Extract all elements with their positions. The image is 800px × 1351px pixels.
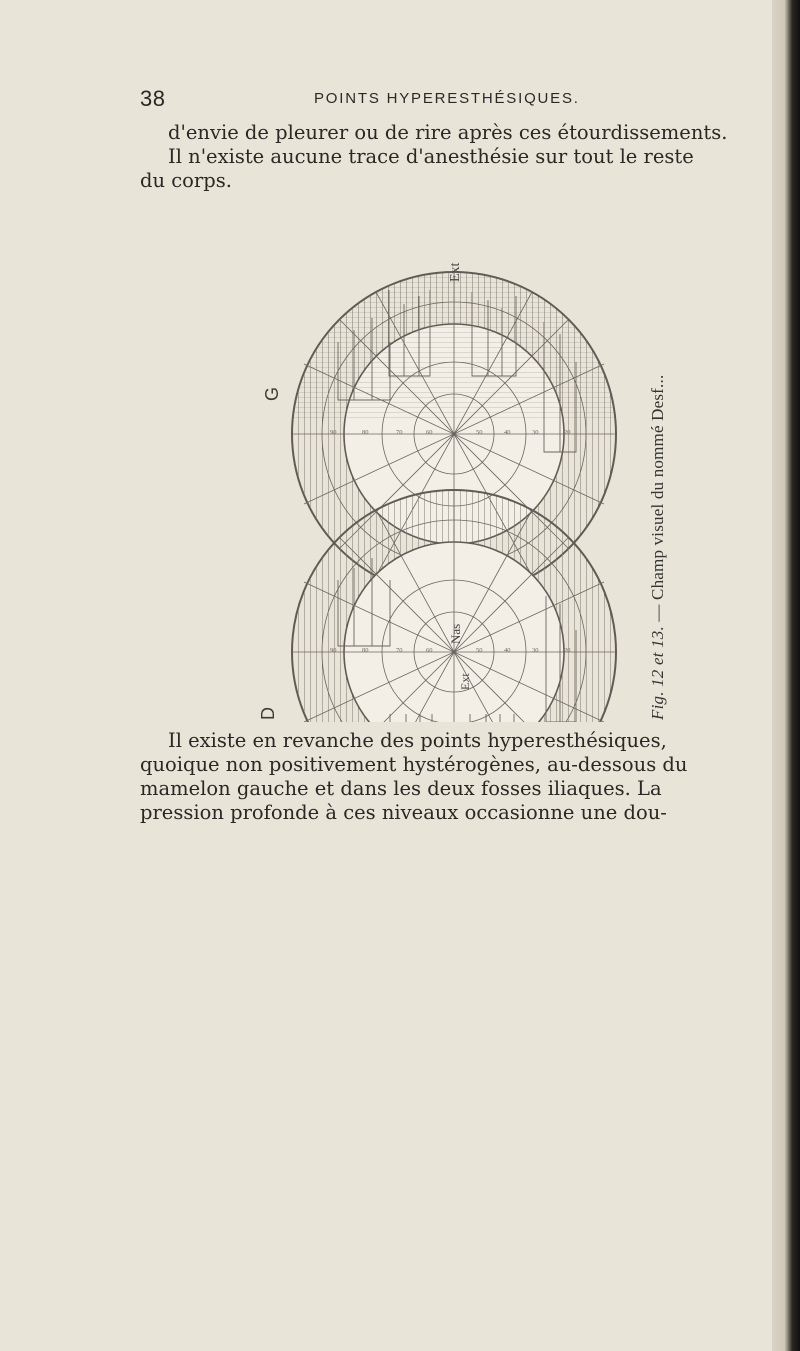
visual-field-figure [244, 252, 674, 722]
svg-text:90: 90 [330, 647, 337, 654]
svg-text:40: 40 [504, 429, 511, 436]
header-title: POINTS HYPERESTHÉSIQUES. [314, 90, 580, 107]
paragraph-bottom-line-1: Il existe en revanche des points hyperesthésiques, [168, 729, 667, 752]
top-external-label: Ext [448, 262, 463, 282]
paragraph-top-line-2: Il n'existe aucune trace d'anesthésie sur tout le reste [168, 145, 694, 168]
bottom-external-label: Ext [458, 673, 472, 690]
svg-text:60: 60 [426, 647, 433, 654]
paragraph-top-line-3: du corps. [140, 169, 232, 192]
left-eye-label: G [262, 386, 282, 401]
svg-text:20: 20 [564, 429, 571, 436]
caption-prefix: Fig. 12 et 13. [648, 626, 667, 720]
right-eye-label: D [258, 707, 278, 720]
svg-text:40: 40 [504, 647, 511, 654]
svg-text:30: 30 [532, 429, 539, 436]
paragraph-bottom [140, 729, 752, 825]
svg-text:60: 60 [426, 429, 433, 436]
caption-text: — Champ visuel du nommé Desf... [648, 374, 667, 627]
svg-text:80: 80 [362, 647, 369, 654]
paragraph-bottom-line-4: pression profonde à ces niveaux occasionne une dou- [140, 801, 667, 824]
svg-text:50: 50 [476, 647, 483, 654]
nasal-label: Nas [448, 623, 463, 644]
page-number: 38 [140, 86, 166, 111]
svg-text:50: 50 [476, 429, 483, 436]
figure-caption [648, 375, 668, 720]
svg-text:70: 70 [396, 647, 403, 654]
page-edge-shadow [772, 0, 800, 1351]
paragraph-bottom-line-2: quoique non positivement hystérogènes, au-dessous du [140, 753, 688, 776]
svg-text:20: 20 [564, 647, 571, 654]
svg-text:90: 90 [330, 429, 337, 436]
paragraph-top-line-1: d'envie de pleurer ou de rire après ces étourdissements. [168, 121, 728, 144]
svg-text:30: 30 [532, 647, 539, 654]
svg-text:80: 80 [362, 429, 369, 436]
visual-field-diagram [244, 252, 674, 722]
paragraph-top [140, 121, 752, 193]
paragraph-bottom-line-3: mamelon gauche et dans les deux fosses iliaques. La [140, 777, 662, 800]
running-head [140, 86, 760, 110]
svg-text:70: 70 [396, 429, 403, 436]
